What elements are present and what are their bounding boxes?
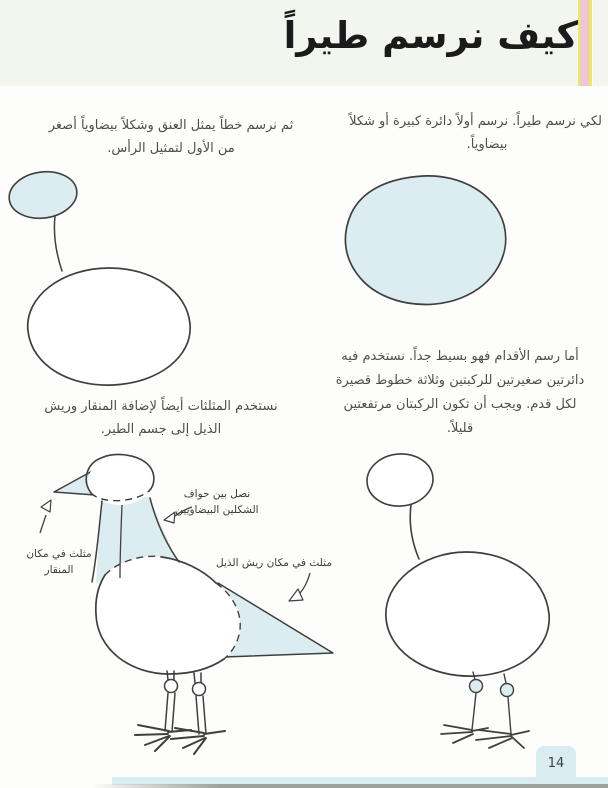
- illustration-step1-body-oval: [328, 163, 523, 318]
- annotation-connect-edges: [166, 486, 268, 518]
- paragraph-step2-line: من الأول لتمثيل الرأس.: [107, 141, 235, 156]
- paragraph-step2-line: ثم نرسم خطاً يمثل العنق وشكلاً بيضاوياً أصغر: [48, 118, 294, 133]
- paragraph-step4-line: قليلاً.: [446, 421, 474, 436]
- paragraph-step3-line: الذيل إلى جسم الطير.: [100, 422, 222, 437]
- paragraph-step4-line: دائرتين صغيرتين للركبتين وثلاثة خطوط قصيرة: [335, 373, 585, 388]
- illustration-step4-bird-with-legs: [348, 443, 578, 768]
- paragraph-step1-line: لكي نرسم طيراً. نرسم أولاً دائرة كبيرة أو شكلاً: [349, 114, 602, 129]
- paragraph-step3: [24, 395, 298, 441]
- paragraph-step3-line: نستخدم المثلثات أيضاً لإضافة المنقار وريش: [44, 399, 278, 414]
- body-oval: [28, 268, 190, 385]
- head-oval: [6, 167, 80, 222]
- page-edge-color-strip: [578, 0, 593, 86]
- knee-circle: [193, 683, 206, 696]
- paragraph-step4-line: لكل قدم. ويجب أن تكون الركبتان مرتفعتين: [343, 397, 577, 412]
- knee-circle: [165, 680, 178, 693]
- paragraph-step1: [349, 110, 602, 156]
- arrowhead: [41, 500, 51, 512]
- feet-lines: [135, 725, 225, 754]
- annotation-connect-line: الشكلين البيضاويين: [175, 504, 259, 516]
- body-oval: [386, 552, 549, 676]
- paragraph-step4-line: أما رسم الأقدام فهو بسيط جداً. نستخدم فيه: [341, 349, 579, 364]
- annotation-connect-line: نصل بين حواف: [183, 488, 251, 500]
- page-number-tab: [536, 746, 576, 780]
- knee-circle: [470, 680, 483, 693]
- tail-arrow: [289, 573, 310, 601]
- body-oval: [345, 176, 505, 305]
- paragraph-step1-line: بيضاوياً.: [466, 137, 508, 152]
- neck-line: [54, 216, 62, 271]
- beak-arrow: [40, 500, 51, 533]
- annotation-tail-triangle: [208, 555, 340, 571]
- arrowhead: [289, 589, 303, 601]
- annotation-beak-line: مثلث في مكان: [26, 548, 92, 560]
- annotation-tail-line: مثلث في مكان ريش الذيل: [216, 557, 332, 569]
- paragraph-step2: [30, 114, 312, 160]
- annotation-beak-line: المنقار: [44, 564, 74, 576]
- head-oval: [88, 457, 152, 505]
- head-oval: [365, 451, 435, 509]
- neck-line: [410, 505, 419, 559]
- page-number: 14: [547, 755, 565, 771]
- illustration-step2-head-neck-body: [0, 163, 210, 393]
- page-title: كيف نرسم طيراً: [283, 14, 578, 57]
- page-bottom-edge: [92, 784, 608, 788]
- paragraph-step4: [318, 345, 602, 441]
- feet-lines: [441, 725, 529, 748]
- knee-circle: [501, 684, 514, 697]
- annotation-beak-triangle: [12, 546, 106, 578]
